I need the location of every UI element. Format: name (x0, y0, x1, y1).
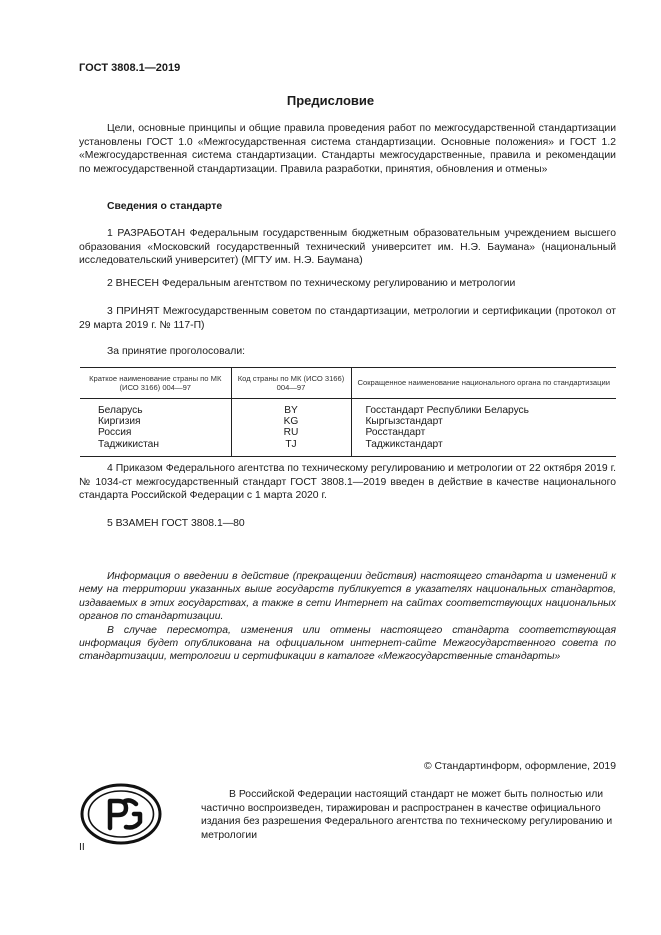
country-cell: Россия (98, 427, 132, 439)
code-cell: KG (231, 416, 351, 427)
italic-notes (79, 570, 616, 664)
table-row (80, 439, 616, 457)
table-header-row (80, 368, 616, 399)
item-4-paragraph (79, 462, 616, 503)
body-cell: Росстандарт (365, 427, 426, 439)
column-header-country: Краткое наименование страны по МК (ИСО 3166) 004—97 (80, 368, 231, 399)
item-1-paragraph (79, 227, 616, 268)
country-cell: Беларусь (98, 405, 143, 416)
code-cell: TJ (231, 439, 351, 457)
page-number: II (79, 842, 85, 853)
body-cell: Госстандарт Республики Беларусь (365, 405, 529, 416)
item-1-text: 1 РАЗРАБОТАН Федеральным государственным бюджетным образовательным учреждением высшего образования «Московский государственный технический университет им. Н.Э. Баумана» (национальный исследовательский университет) (МГТУ им. Н.Э. Баумана) (79, 228, 616, 267)
notice-text: В Российской Федерации настоящий стандарт не может быть полностью или частично воспроизведен, тиражирован и распространен в качестве официального издания без разрешения Федерального агентства по техническому регулированию и метрологии (201, 789, 613, 841)
rst-logo (80, 783, 162, 845)
country-cell: Таджикистан (80, 439, 231, 457)
code-cell: RU (231, 427, 351, 438)
standard-code: ГОСТ 3808.1—2019 (79, 62, 181, 74)
country-cell: Киргизия (98, 416, 141, 428)
column-header-code: Код страны по МК (ИСО 3166) 004—97 (231, 368, 351, 399)
item-4-text: 4 Приказом Федерального агентства по техническому регулированию и метрологии от 22 октября 2019 г. № 1034-ст межгосударственный стандарт ГОСТ 3808.1—2019 введен в действие в качестве национального стандарта Российской Федерации с 1 марта 2020 г. (79, 463, 616, 502)
copyright-line: © Стандартинформ, оформление, 2019 (423, 761, 616, 772)
intro-text: Цели, основные принципы и общие правила проведения работ по межгосударственной стандартизации установлены ГОСТ 1.0 «Межгосударственная система стандартизации. Основные положения» и ГОСТ 1.2 «Межгосударственная система стандартизации. Стандарты межгосударственные, правила и рекомендации по межгосударственной стандартизации. Правила разработки, принятия, обновления и отмены» (79, 123, 616, 175)
body-cell: Кыргызстандарт (365, 416, 443, 428)
italic-note-2: В случае пересмотра, изменения или отмены настоящего стандарта соответствующая информация будет опубликована на официальном интернет-сайте Межгосударственного совета по стандартизации, метрологии и сертификации в каталоге «Межгосударственные стандарты» (79, 624, 616, 663)
table-row (80, 427, 616, 438)
table-row (80, 399, 616, 417)
body-cell: Таджикстандарт (351, 439, 616, 457)
notice-paragraph (201, 788, 616, 842)
item-2-text: 2 ВНЕСЕН Федеральным агентством по техническому регулированию и метрологии (107, 278, 516, 289)
code-cell: BY (231, 399, 351, 417)
column-header-body: Сокращенное наименование национального органа по стандартизации (351, 368, 616, 399)
table-row (80, 416, 616, 427)
intro-paragraph (79, 122, 616, 176)
item-3-text: 3 ПРИНЯТ Межгосударственным советом по стандартизации, метрологии и сертификации (протокол от 29 марта 2019 г. № 117-П) (79, 306, 616, 331)
page-title: Предисловие (286, 93, 375, 108)
info-heading: Сведения о стандарте (107, 201, 223, 212)
vote-label: За принятие проголосовали: (107, 346, 246, 357)
item-3-paragraph (79, 305, 616, 332)
voting-table (80, 367, 616, 457)
italic-note-1: Информация о введении в действие (прекращении действия) настоящего стандарта и изменений к нему на территории указанных выше государств публикуется в указателях национальных стандартов, издаваемых в этих государствах, а также в сети Интернет на сайтах соответствующих национальных органов по стандартизации. (79, 571, 616, 623)
item-5-text: 5 ВЗАМЕН ГОСТ 3808.1—80 (107, 518, 245, 529)
